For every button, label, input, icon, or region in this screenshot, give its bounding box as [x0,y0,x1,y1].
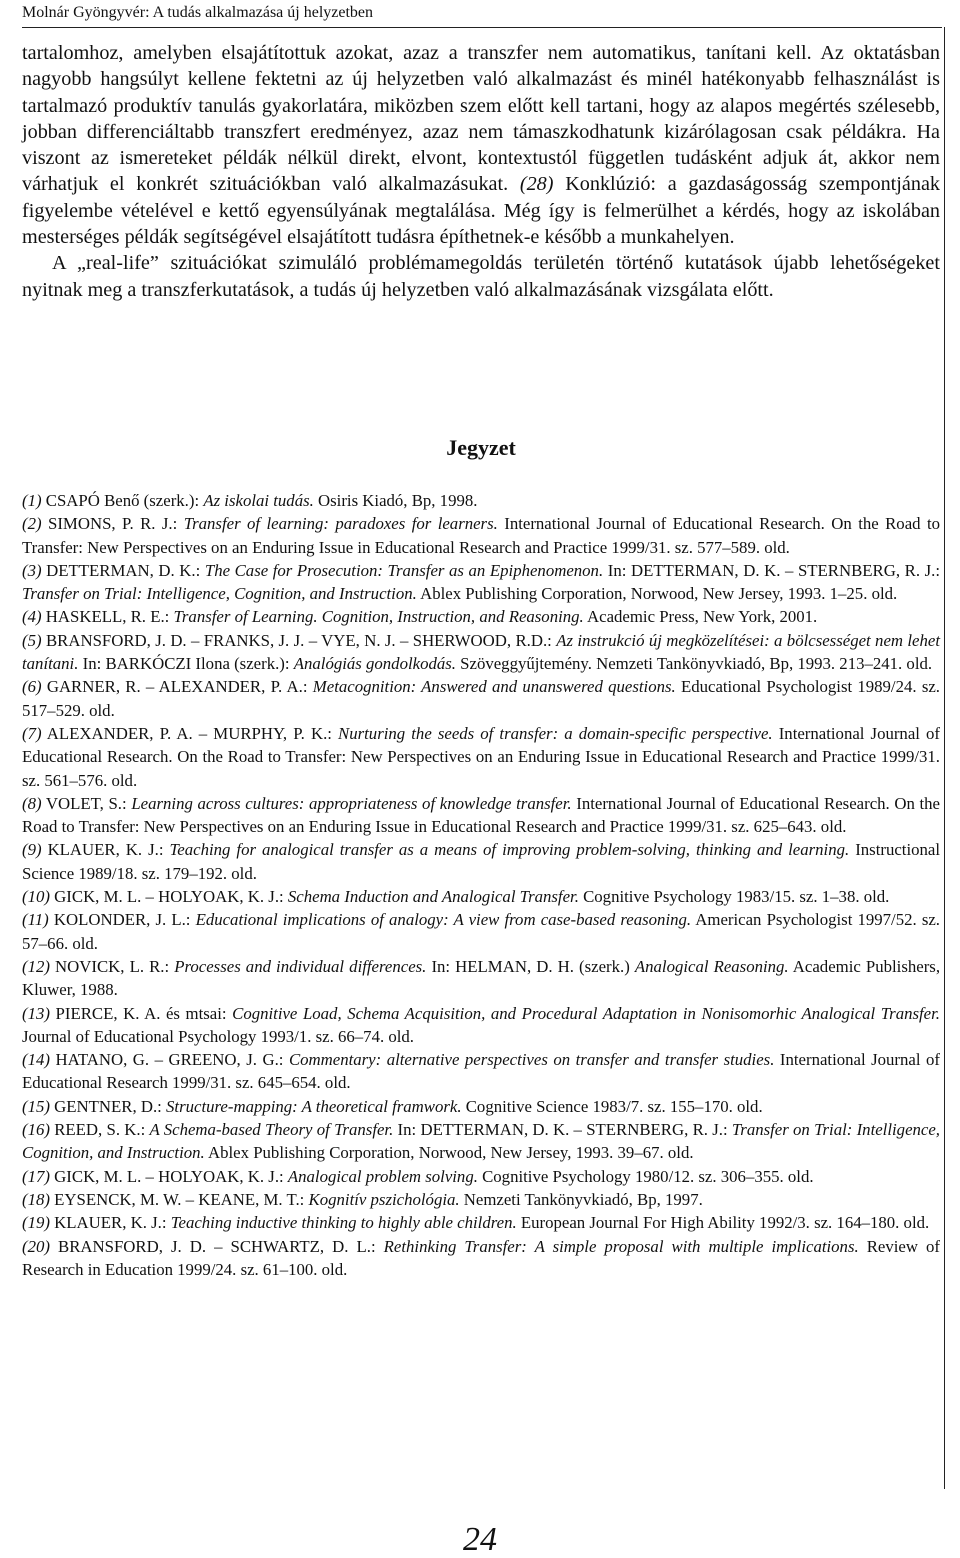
note-num: (2) [22,514,42,534]
running-head: Molnár Gyöngyvér: A tudás alkalmazása új helyzetben [22,4,374,21]
note-item [22,629,940,676]
note-authors: KOLONDER, J. L.: [48,910,196,930]
note-title2: Transfer on Trial: Intelligence, Cognition, and Instruction. [22,584,417,604]
note-title: Commentary: alternative perspectives on transfer and transfer studies. [288,1050,775,1070]
note-authors: GARNER, R. – ALEXANDER, P. A.: [41,677,313,697]
note-rest2: Ablex Publishing Corporation, Norwood, New Jersey, 1993. 1–25. old. [416,584,898,604]
note-item [22,1235,940,1282]
note-rest: International Journal of Educational Research. On the Road to Transfer: New Perspectives on an Enduring Issue in Educational Research and Practice 1999/31. sz. 625–643. old. [22,793,941,837]
note-num: (17) [22,1166,50,1186]
note-authors: GICK, M. L. – HOLYOAK, K. J.: [49,1166,288,1186]
note-title: Kognitív pszichológia. [308,1189,460,1209]
note-authors: HATANO, G. – GREENO, J. G.: [49,1050,289,1070]
paragraph-1-text-b: Konklúzió: a gazdaságosság szempontjának figyelembe vételével e kettő egyensúlyának megtalálása. Még így is felmerülhet a kérdés, hogy az iskolában mesterséges példák segítségével elsajátított tudásra építhetnek-e később a munkahelyen. [22,173,940,249]
note-rest: Instructional Science 1989/18. sz. 179–192. old. [22,840,941,883]
note-rest: In: BARKÓCZI Ilona (szerk.): [78,654,294,674]
note-num: (12) [22,956,50,976]
note-title: Teaching for analogical transfer as a means of improving problem-solving, thinking and learning. [169,840,850,860]
note-title: Schema Induction and Analogical Transfer. [287,887,579,907]
note-authors: VOLET, S.: [41,793,132,813]
note-rest: In: DETTERMAN, D. K. – STERNBERG, R. J.: [393,1120,732,1140]
note-title: Processes and individual differences. [174,956,427,976]
note-rest: Review of Research in Education 1999/24. sz. 61–100. old. [22,1236,940,1279]
note-num: (4) [22,607,42,627]
note-authors: SIMONS, P. R. J.: [41,514,184,534]
paragraph-1-text-a: tartalomhoz, amelyben elsajátítottuk azokat, azaz a transzfer nem automatikus, tanítani kell. Az oktatásban nagyobb hangsúlyt kellene fektetni az új helyzetben való alkalmazást és minél hatékonyabb felhasználást is tartalmazó produktív tanulás gyakorlatára, miközben szem előtt kell tartani, hogy az alapos megértés szélesebb, jobban differenciáltabb transzfert eredményez, azaz nem támaszkodhatunk kizárólagosan csak példákra. Ha viszont az ismereteket példák nélkül direkt, elvont, kontextustól független tudásként adjuk át, akkor nem várhatjuk el konkrét szituációkban való alkalmazásukat. [22,42,940,196]
note-title: Metacognition: Answered and unanswered questions. [312,677,676,697]
note-num: (13) [22,1003,50,1023]
note-item [22,838,940,885]
note-title2: Analógiás gondolkodás. [293,654,456,674]
note-title2: Analogical Reasoning. [634,956,789,976]
note-title: Az iskolai tudás. [203,491,314,510]
note-authors: GICK, M. L. – HOLYOAK, K. J.: [49,887,288,907]
note-item [22,722,940,792]
note-rest: International Journal of Educational Research 1999/31. sz. 645–654. old. [22,1050,940,1093]
note-rest: International Journal of Educational Research. On the Road to Transfer: New Perspectives on an Enduring Issue in Educational Research and Practice 1999/31. sz. 577–589. old. [22,514,941,557]
note-authors: ALEXANDER, P. A. – MURPHY, P. K.: [41,723,339,743]
note-authors: EYSENCK, M. W. – KEANE, M. T.: [49,1189,309,1209]
note-title: Transfer of Learning. Cognition, Instruction, and Reasoning. [173,607,584,627]
note-rest2: Szöveggyűjtemény. Nemzeti Tankönyvkiadó, Bp, 1993. 213–241. old. [455,654,933,674]
note-item [22,1211,940,1234]
note-rest: Cognitive Psychology 1983/15. sz. 1–38. old. [578,887,890,907]
note-item [22,1048,940,1095]
note-item [22,605,940,628]
note-item [22,792,940,839]
note-item [22,885,940,908]
note-authors: BRANSFORD, J. D. – SCHWARTZ, D. L.: [49,1236,384,1256]
page-number: 24 [463,1521,497,1558]
note-authors: DETTERMAN, D. K.: [41,560,205,580]
note-rest: Educational Psychologist 1989/24. sz. 517–529. old. [22,677,940,720]
note-rest: Cognitive Psychology 1980/12. sz. 306–355. old. [477,1166,814,1186]
note-item [22,489,940,512]
note-authors: PIERCE, K. A. és mtsai: [49,1003,233,1023]
note-rest: Cognitive Science 1983/7. sz. 155–170. old. [461,1096,763,1116]
note-item [22,1095,940,1118]
note-item [22,1165,940,1188]
note-title: Educational implications of analogy: A view from case-based reasoning. [195,910,692,930]
note-num: (18) [22,1189,50,1209]
notes-heading: Jegyzet [446,435,516,460]
note-title: Az instrukció új megközelítései: a bölcsességet nem lehet tanítani. [22,630,940,674]
note-num: (20) [22,1236,50,1256]
note-num: (7) [22,723,42,743]
note-num: (11) [22,910,49,930]
note-title: Cognitive Load, Schema Acquisition, and Procedural Adaptation in Nonisomorhic Analogical Transfer. [232,1003,940,1023]
side-rule [944,27,945,1489]
note-rest2: Ablex Publishing Corporation, Norwood, New Jersey, 1993. 39–67. old. [204,1143,694,1163]
note-authors: HASKELL, R. E.: [41,607,174,627]
note-num: (16) [22,1120,50,1140]
note-item [22,1188,940,1211]
note-rest: Osiris Kiadó, Bp, 1998. [313,491,478,510]
note-title: Learning across cultures: appropriateness of knowledge transfer. [131,793,572,813]
note-rest: In: HELMAN, D. H. (szerk.) [426,956,635,976]
note-num: (15) [22,1096,50,1116]
note-authors: KLAUER, K. J.: [41,840,170,860]
note-title: Analogical problem solving. [287,1166,478,1186]
reference-28: (28) [519,173,554,196]
note-authors: GENTNER, D.: [49,1096,167,1116]
note-title: Structure-mapping: A theoretical framwork. [166,1096,462,1116]
note-num: (10) [22,887,50,907]
header-rule [22,27,942,28]
body-paragraph-2: A „real-life” szituációkat szimuláló problémamegoldás területén történő kutatások újabb lehetőségeket nyitnak meg a transzferkutatások, a tudás új helyzetben való alkalmazásának vizsgálata előtt. [22,252,940,301]
note-authors: CSAPÓ Benő (szerk.): [41,491,204,510]
note-rest2: Academic Publishers, Kluwer, 1988. [22,956,941,1000]
body-paragraph-1 [22,40,940,250]
note-num: (6) [22,677,42,697]
note-num: (1) [22,491,42,510]
note-title: A Schema-based Theory of Transfer. [149,1120,394,1140]
note-num: (9) [22,840,42,860]
note-rest: International Journal of Educational Research. On the Road to Transfer: New Perspectives on an Enduring Issue in Educational Research and Practice 1999/31. sz. 561–576. old. [22,723,941,790]
note-rest: American Psychologist 1997/52. sz. 57–66. old. [22,910,940,953]
note-num: (8) [22,793,42,813]
note-rest: Academic Press, New York, 2001. [583,607,818,627]
note-num: (3) [22,560,42,580]
note-rest: Nemzeti Tankönyvkiadó, Bp, 1997. [459,1189,703,1209]
note-title: Rethinking Transfer: A simple proposal with multiple implications. [383,1236,859,1256]
note-item [22,955,940,1002]
body-text [22,40,940,303]
note-title2: Transfer on Trial: Intelligence, Cognition, and Instruction. [22,1120,940,1163]
note-num: (14) [22,1050,50,1070]
note-title: The Case for Prosecution: Transfer as an Epiphenomenon. [204,560,604,580]
note-authors: BRANSFORD, J. D. – FRANKS, J. J. – VYE, N. J. – SHERWOOD, R.D.: [41,630,557,650]
note-num: (5) [22,630,42,650]
note-authors: NOVICK, L. R.: [49,956,175,976]
note-title: Transfer of learning: paradoxes for learners. [183,514,498,534]
note-rest: Journal of Educational Psychology 1993/1. sz. 66–74. old. [22,1026,414,1046]
notes-list [22,489,940,1281]
note-num: (19) [22,1213,50,1233]
note-title: Teaching inductive thinking to highly able children. [170,1213,517,1233]
note-title: Nurturing the seeds of transfer: a domain-specific perspective. [338,723,773,743]
note-rest: European Journal For High Ability 1992/3. sz. 164–180. old. [516,1213,930,1233]
note-rest: In: DETTERMAN, D. K. – STERNBERG, R. J.: [603,560,941,580]
note-authors: KLAUER, K. J.: [49,1213,171,1233]
note-item [22,908,940,955]
note-item [22,559,940,606]
note-item [22,675,940,722]
note-authors: REED, S. K.: [49,1120,150,1140]
note-item [22,512,940,559]
note-item [22,1118,940,1165]
note-item [22,1002,940,1049]
